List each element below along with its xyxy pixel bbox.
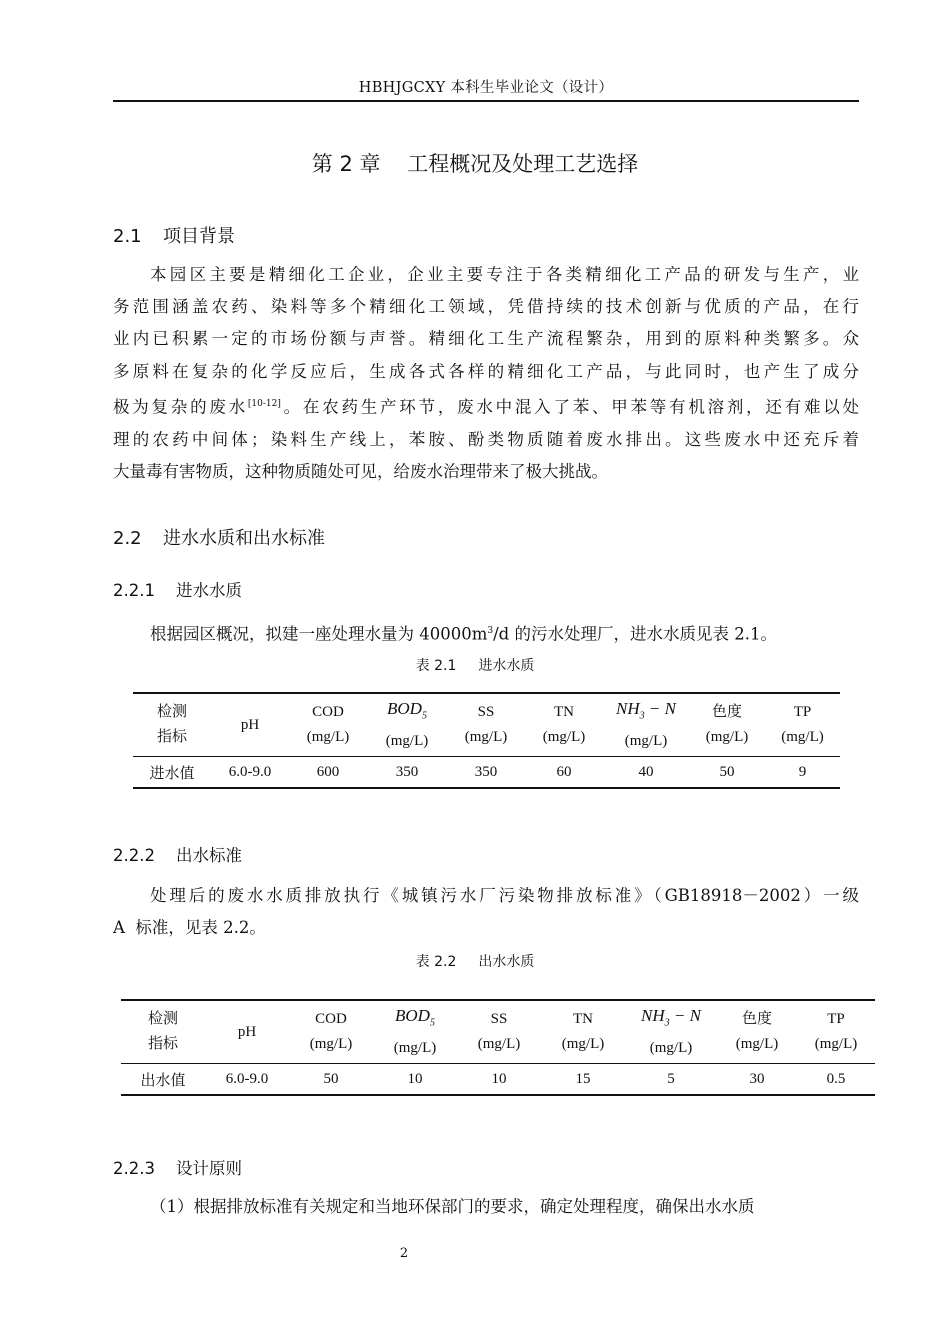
text-line: 多原料在复杂的化学反应后，生成各式各样的精细化工产品，与此同时，也产生了成分 [113, 361, 859, 381]
table-cell: 6.0-9.0 [225, 1070, 269, 1087]
text-line-with-citation [113, 388, 859, 424]
section-heading-2-1 [113, 222, 235, 248]
table-cell: 350 [395, 763, 419, 780]
superscript: 3 [487, 626, 494, 636]
section-number: 2.2.2 [113, 846, 155, 865]
table-row [133, 757, 840, 789]
table-cell: 60 [556, 763, 572, 780]
table-cell: 350 [474, 763, 498, 780]
header-cell: pH [205, 1000, 289, 1064]
text-line: 本园区主要是精细化工企业，企业主要专注于各类精细化工产品的研发与生产，业 [150, 265, 859, 284]
citation: [10-12] [247, 398, 281, 409]
table-cell: 10 [407, 1070, 423, 1087]
caption-title: 出水水质 [478, 954, 535, 970]
header-cell: SS (mg/L) [447, 693, 525, 757]
header-cell: TP (mg/L) [765, 693, 840, 757]
section-heading-2-2-1 [113, 577, 242, 601]
text-line: 处理后的废水水质排放执行《城镇污水厂污染物排放标准》（GB18918－2002）一级 [150, 886, 859, 905]
chapter-title: 第 2 章 工程概况及处理工艺选择 [311, 152, 639, 176]
header-cell: 色度 (mg/L) [689, 693, 765, 757]
table-caption-2-1 [0, 655, 950, 675]
table-cell: 50 [323, 1070, 339, 1087]
table-caption-2-2 [0, 951, 950, 971]
table-cell: 600 [316, 763, 340, 780]
table-effluent-quality [121, 999, 875, 1096]
table-header-row [133, 693, 840, 757]
table-inflow-quality [133, 692, 840, 789]
table-cell: 15 [575, 1070, 591, 1087]
caption-number: 表 2.1 [415, 658, 457, 674]
header-cell: 检测 指标 [133, 693, 211, 757]
paragraph-design-principles [113, 1191, 859, 1223]
page-number: 2 [399, 1246, 409, 1261]
section-title: 进水水质和出水标准 [163, 528, 325, 549]
header-cell: 色度 (mg/L) [717, 1000, 797, 1064]
text-line: （1）根据排放标准有关规定和当地环保部门的要求，确定处理程度，确保出水水质 [150, 1197, 755, 1216]
table-cell: 40 [638, 763, 654, 780]
header-cell: $BOD_5$ (mg/L) [367, 693, 447, 757]
text-segment: 根据园区概况，拟建一座处理水量为 40000m [150, 624, 488, 644]
text-segment: 。在农药生产环节，废水中混入了苯、甲苯等有机溶剂，还有难以处 [280, 397, 860, 417]
table-cell: 9 [798, 763, 807, 780]
section-number: 2.2 [113, 528, 142, 549]
table-cell: 10 [491, 1070, 507, 1087]
section-title: 出水标准 [176, 846, 242, 865]
header-cell: 检测 指标 [121, 1000, 205, 1064]
section-heading-2-2-2 [113, 842, 242, 866]
table-cell: 出水值 [140, 1072, 186, 1089]
paragraph-inflow-quality [113, 615, 859, 651]
paragraph-effluent-standard [113, 880, 859, 944]
text-line: A 标准，见表 2.2。 [113, 918, 266, 938]
header-cell: TN (mg/L) [525, 693, 603, 757]
table-cell: 进水值 [149, 765, 195, 782]
table-row [121, 1064, 875, 1096]
header-cell: pH [211, 693, 289, 757]
section-title: 进水水质 [176, 581, 242, 600]
text-line: 务范围涵盖农药、染料等多个精细化工领域，凭借持续的技术创新与优质的产品，在行 [113, 297, 859, 317]
section-heading-2-2 [113, 524, 325, 550]
header-cell: TN (mg/L) [541, 1000, 625, 1064]
section-number: 2.1 [113, 226, 142, 247]
header-cell: SS (mg/L) [457, 1000, 541, 1064]
header-cell: COD (mg/L) [289, 693, 367, 757]
header-cell: $NH_3 - N$ (mg/L) [603, 693, 689, 757]
section-title: 项目背景 [163, 226, 235, 247]
table-header-row [121, 1000, 875, 1064]
header-cell: COD (mg/L) [289, 1000, 373, 1064]
section-number: 2.2.1 [113, 581, 155, 600]
table-cell: 5 [667, 1070, 675, 1087]
text-line [113, 615, 859, 651]
table-cell: 6.0-9.0 [228, 763, 272, 780]
text-line: 理的农药中间体；染料生产线上，苯胺、酚类物质随着废水排出。这些废水中还充斥着 [113, 429, 859, 449]
header-cell: $NH_3 - N$ (mg/L) [625, 1000, 717, 1064]
text-segment: /d 的污水处理厂，进水水质见表 2.1。 [493, 624, 777, 644]
table-cell: 0.5 [826, 1070, 846, 1087]
section-title: 设计原则 [176, 1159, 242, 1178]
text-line: 大量毒有害物质，这种物质随处可见，给废水治理带来了极大挑战。 [113, 461, 608, 481]
header-rule [113, 100, 859, 102]
page-header: HBHJGCXY 本科生毕业论文（设计） [358, 80, 614, 96]
paragraph-project-background [113, 259, 859, 488]
caption-number: 表 2.2 [415, 954, 457, 970]
section-number: 2.2.3 [113, 1159, 155, 1178]
text-segment: 极为复杂的废水 [113, 397, 248, 417]
caption-title: 进水水质 [478, 658, 535, 674]
text-line: 业内已积累一定的市场份额与声誉。精细化工生产流程繁杂，用到的原料种类繁多。众 [113, 329, 859, 349]
table-cell: 50 [719, 763, 735, 780]
header-cell: $BOD_5$ (mg/L) [373, 1000, 457, 1064]
table-cell: 30 [749, 1070, 765, 1087]
header-cell: TP (mg/L) [797, 1000, 875, 1064]
section-heading-2-2-3 [113, 1155, 242, 1179]
